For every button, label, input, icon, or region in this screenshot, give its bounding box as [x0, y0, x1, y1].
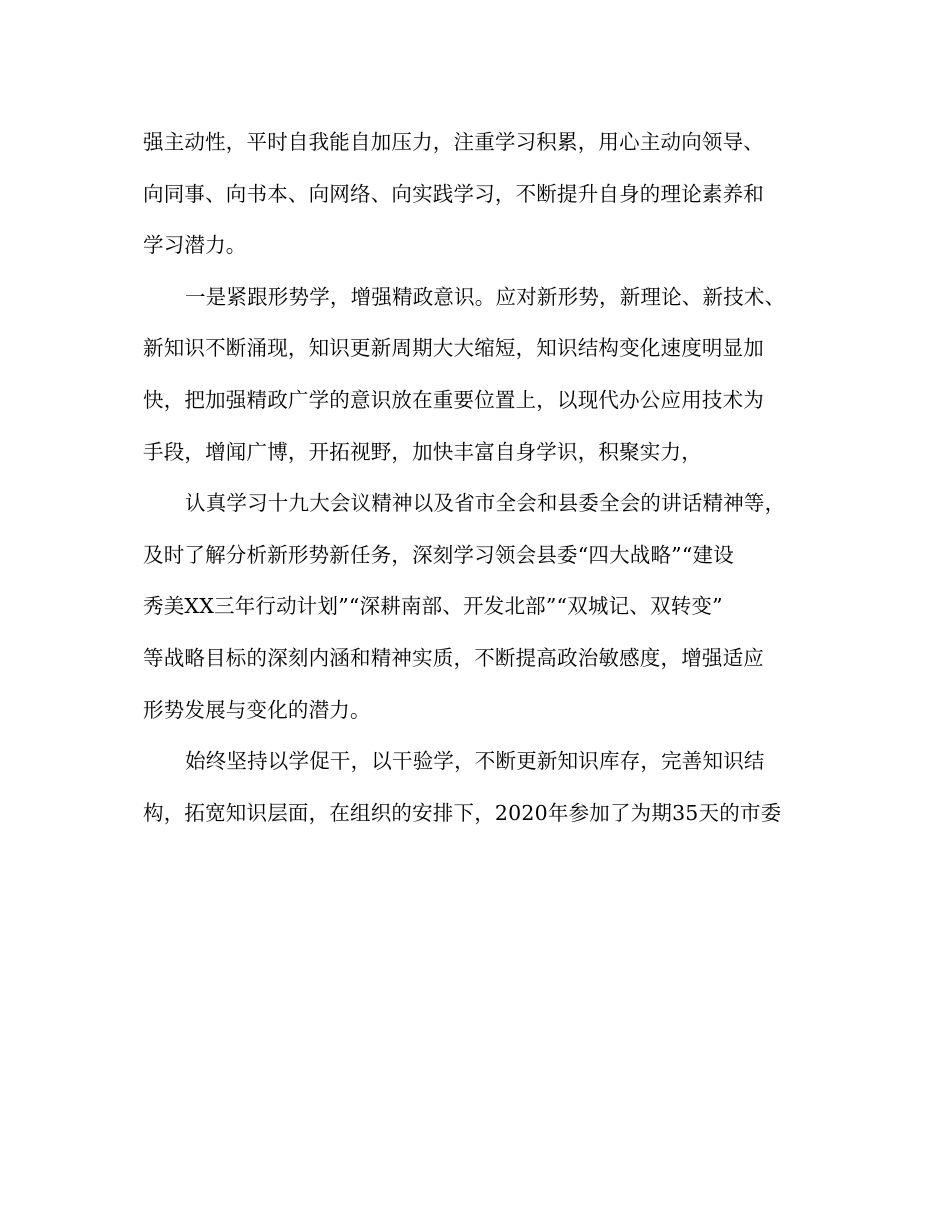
text-line: 始终坚持以学促干，以干验学，不断更新知识库存，完善知识结	[185, 749, 765, 774]
text-line: 新知识不断涌现，知识更新周期大大缩短，知识结构变化速度明显加	[143, 336, 764, 361]
paragraph-1	[143, 122, 823, 277]
text-line: 强主动性，平时自我能自加压力，注重学习积累，用心主动向领导、	[143, 130, 764, 154]
text-line: 向同事、向书本、向网络、向实践学习，不断提升自身的理论素养和	[143, 181, 764, 206]
text-line: 秀美XX三年行动计划”“深耕南部、开发北部”“双城记、双转变”	[143, 594, 723, 619]
text-line: 形势发展与变化的潜力。	[143, 697, 371, 722]
paragraph-2	[143, 277, 823, 483]
text-line: 及时了解分析新形势新任务，深刻学习领会县委“四大战略”“建设	[143, 542, 734, 567]
text-line: 学习潜力。	[143, 233, 247, 258]
paragraph-3	[143, 483, 823, 741]
text-line: 构，拓宽知识层面，在组织的安排下，2020年参加了为期35天的市委	[143, 800, 782, 825]
text-line: 一是紧跟形势学，增强精政意识。应对新形势，新理论、新技术、	[185, 284, 786, 309]
text-line: 快，把加强精政广学的意识放在重要位置上，以现代办公应用技术为	[143, 387, 764, 412]
text-line: 手段，增闻广博，开拓视野，加快丰富自身学识，积聚实力，	[143, 439, 702, 464]
paragraph-4	[143, 741, 823, 844]
text-line: 认真学习十九大会议精神以及省市全会和县委全会的讲话精神等，	[185, 491, 786, 516]
document-body	[143, 122, 823, 844]
text-line: 等战略目标的深刻内涵和精神实质，不断提高政治敏感度，增强适应	[143, 645, 764, 670]
